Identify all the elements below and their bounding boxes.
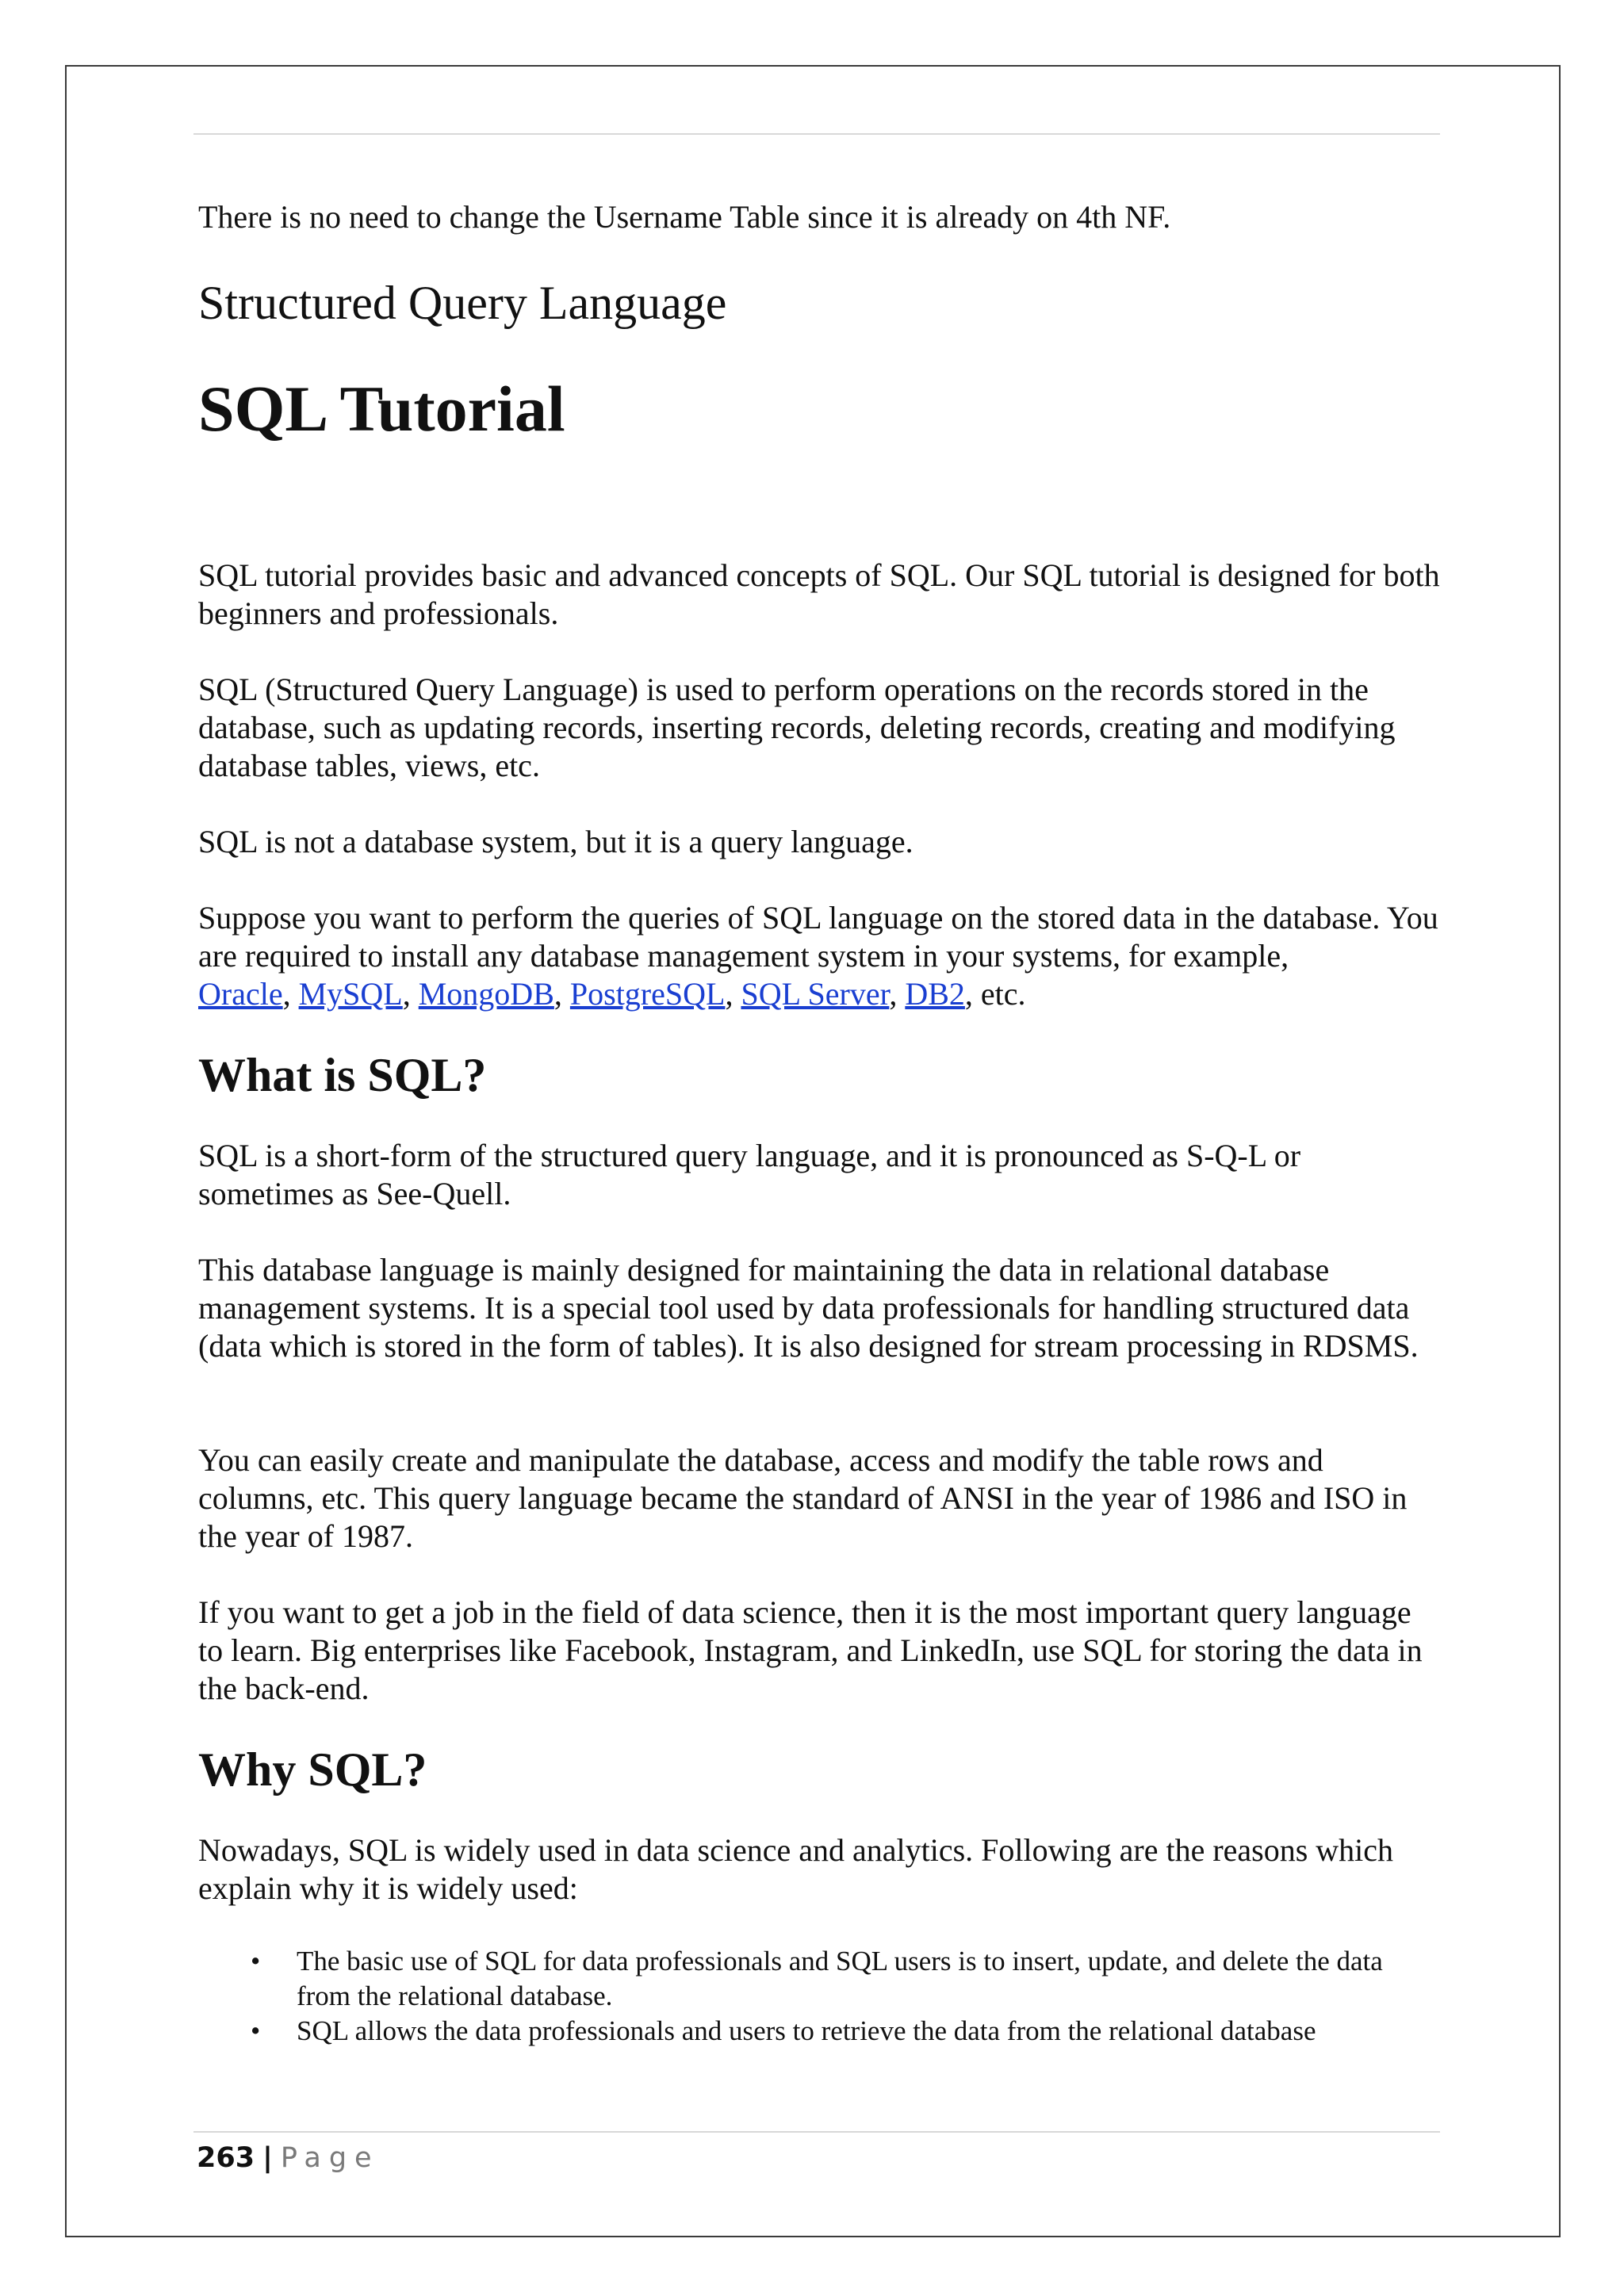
paragraph-install-dbms-text: Suppose you want to perform the queries of SQL language on the stored data in the database. You are required to install any database management system in your systems, for example, — [198, 900, 1438, 974]
paragraph-ansi-iso: You can easily create and manipulate the database, access and modify the table rows and columns, etc. This query language became the standard of ANSI in the year of 1986 and ISO in the year of 1987. — [198, 1442, 1408, 1554]
links-suffix: , etc. — [964, 976, 1026, 1012]
link-mongodb[interactable]: MongoDB — [418, 976, 554, 1012]
document-subtitle: Structured Query Language — [198, 277, 727, 329]
link-sql-server[interactable]: SQL Server — [741, 976, 890, 1012]
link-postgresql[interactable]: PostgreSQL — [569, 976, 726, 1012]
paragraph-short-form: SQL is a short-form of the structured query language, and it is pronounced as S-Q-L or sometimes as See-Quell. — [198, 1138, 1301, 1211]
list-item-text: The basic use of SQL for data professionals and SQL users is to insert, update, and delete the data from the relational database. — [297, 1946, 1383, 2011]
footer-separator: | — [262, 2142, 273, 2174]
heading-what-is-sql: What is SQL? — [198, 1049, 487, 1101]
list-item — [198, 1944, 1440, 2014]
paragraph-install-dbms — [198, 899, 1440, 1013]
page-label: Page — [280, 2142, 380, 2174]
reasons-list — [198, 1944, 1440, 2049]
list-item — [198, 2014, 1440, 2049]
footer-rule — [193, 2131, 1440, 2133]
header-rule — [193, 133, 1440, 135]
page-number: 263 — [197, 2142, 255, 2174]
paragraph-why-widely-used: Nowadays, SQL is widely used in data science and analytics. Following are the reasons which explain why it is widely used: — [198, 1832, 1394, 1906]
paragraph-sql-definition: SQL (Structured Query Language) is used to perform operations on the records stored in the database, such as updating records, inserting records, deleting records, creating and modifying database tables, views, etc. — [198, 672, 1396, 783]
heading-why-sql: Why SQL? — [198, 1743, 427, 1796]
paragraph-data-science-job: If you want to get a job in the field of data science, then it is the most important query language to learn. Big enterprises like Facebook, Instagram, and LinkedIn, use SQL for storing the data in the back-end. — [198, 1594, 1423, 1706]
dbms-links-line: Oracle, MySQL, MongoDB, PostgreSQL, SQL Server, DB2, etc. — [198, 976, 1026, 1012]
link-db2[interactable]: DB2 — [905, 976, 965, 1012]
bullet-icon: • — [251, 2015, 261, 2046]
list-item-text: SQL allows the data professionals and users to retrieve the data from the relational database — [297, 2015, 1316, 2046]
bullet-icon: • — [251, 1946, 261, 1976]
intro-paragraph: There is no need to change the Username Table since it is already on 4th NF. — [198, 199, 1171, 235]
page-footer — [197, 2141, 380, 2175]
paragraph-tutorial-overview: SQL tutorial provides basic and advanced concepts of SQL. Our SQL tutorial is designed for both beginners and professionals. — [198, 557, 1440, 631]
link-oracle[interactable]: Oracle — [198, 976, 283, 1012]
paragraph-not-database: SQL is not a database system, but it is a query language. — [198, 824, 914, 859]
page-title: SQL Tutorial — [198, 373, 565, 445]
paragraph-relational-dbms: This database language is mainly designed for maintaining the data in relational database management systems. It is a special tool used by data professionals for handling structured data (data which is stored in the form of tables). It is also designed for stream processing in RDSMS. — [198, 1252, 1419, 1364]
link-mysql[interactable]: MySQL — [298, 976, 403, 1012]
